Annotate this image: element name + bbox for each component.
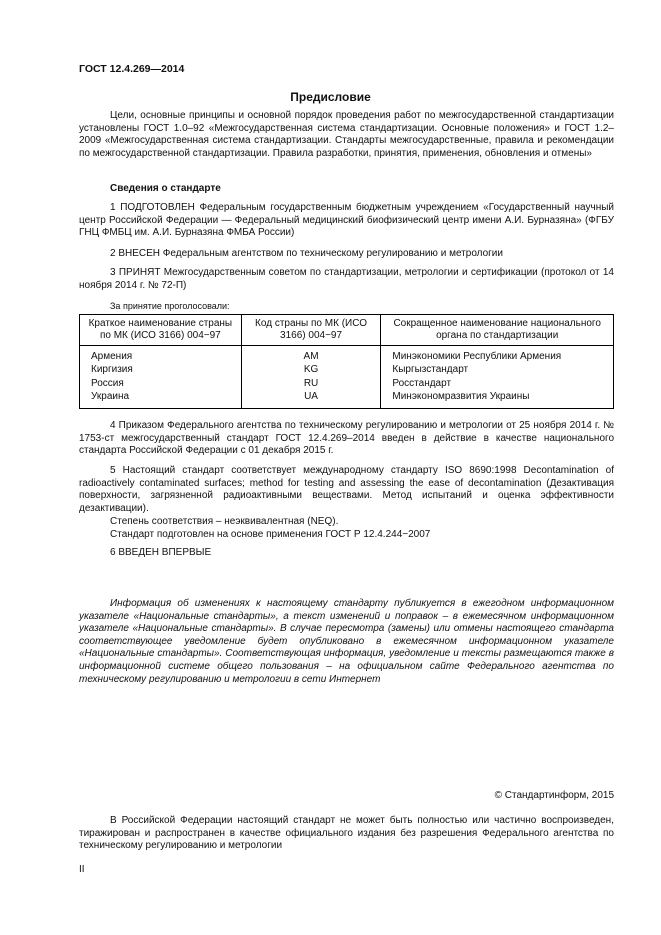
country-cell: Армения [91, 351, 133, 362]
voting-table-wrapper [79, 314, 614, 409]
column-header-country: Краткое наименование страны по МК (ИСО 3166) 004−97 [80, 315, 242, 346]
country-cell: Украина [91, 391, 130, 403]
column-header-code: Код страны по МК (ИСО 3166) 004−97 [241, 315, 381, 346]
body-cell: Минэкономразвития Украины [392, 391, 530, 403]
country-cell: Киргизия [91, 364, 133, 376]
item-6-introduced: 6 ВВЕДЕН ВПЕРВЫЕ [110, 547, 212, 558]
body-cell: Минэкономики Республики Армения [392, 351, 562, 362]
item-3-adopted: 3 ПРИНЯТ Межгосударственным советом по стандартизации, метрологии и сертификации (протокол от 14 ноября 2014 г. № 72-П) [79, 267, 614, 291]
item-2-submitted: 2 ВНЕСЕН Федеральным агентством по техническому регулированию и метрологии [110, 248, 503, 259]
code-column [241, 346, 381, 409]
page-title: Предисловие [290, 90, 371, 104]
code-cell: AM [303, 351, 319, 362]
degree-of-conformity: Степень соответствия – неэквивалентная (NEQ). [110, 516, 339, 527]
rights-notice: В Российской Федерации настоящий стандарт не может быть полностью или частично воспроизведен, тиражирован и распространен в качестве официального издания без разрешения Федерального агентства по техническому регулированию и метрологии [79, 815, 614, 852]
item-5-conformity: 5 Настоящий стандарт соответствует международному стандарту ISO 8690:1998 Decontamination of radioactively contaminated surfaces; method for testing and assessing the ease of decontamination (Дезактивация поверхности, загрязненной радиоактивными веществами. Метод испытаний и оценка эффективности дезактивации). [79, 465, 614, 514]
table-header-row [80, 315, 614, 346]
code-cell: KG [303, 364, 319, 376]
country-column [80, 346, 242, 409]
code-cell: UA [304, 391, 318, 403]
page-number: II [79, 864, 85, 875]
body-cell: Росстандарт [392, 377, 452, 389]
change-notice: Информация об изменениях к настоящему стандарту публикуется в ежегодном информационном указателе «Национальные стандарты», а текст изменений и поправок – в ежемесячном информационном указателе «Национальные стандарты». В случае пересмотра (замены) или отмены настоящего стандарта соответствующее уведомление будет опубликовано в ежемесячном информационном указателе «Национальные стандарты». Соответствующая информация, уведомление и тексты размещаются также в информационной системе общего пользования – на официальном сайте Федерального агентства по техническому регулированию и метрологии в сети Интернет [79, 598, 614, 685]
body-column [381, 346, 614, 409]
body-cell: Кыргызстандарт [392, 364, 469, 376]
code-cell: RU [303, 377, 319, 389]
standard-code-header: ГОСТ 12.4.269—2014 [79, 63, 185, 75]
column-header-body: Сокращенное наименование национального органа по стандартизации [381, 315, 614, 346]
item-4-order: 4 Приказом Федерального агентства по техническому регулированию и метрологии от 25 ноября 2014 г. № 1753-ст межгосударственный стандарт ГОСТ 12.4.269–2014 введен в действие в качестве национального стандарта Российской Федерации с 01 декабря 2015 г. [79, 420, 614, 457]
voting-table [79, 314, 614, 409]
item-1-prepared: 1 ПОДГОТОВЛЕН Федеральным государственным бюджетным учреждением «Государственный научный центр Российской Федерации — Федеральный медицинский биофизический центр имени А.И. Бурназяна» (ФГБУ ГНЦ ФМБЦ им. А.И. Бурназяна ФМБА России) [79, 202, 614, 239]
intro-paragraph: Цели, основные принципы и основной порядок проведения работ по межгосударственной стандартизации установлены ГОСТ 1.0–92 «Межгосударственная система стандартизации. Основные положения» и ГОСТ 1.2–2009 «Межгосударственная система стандартизации. Стандарты межгосударственные, правила и рекомендации по межгосударственной стандартизации. Правила разработки, принятия, применения, обновления и отмены» [79, 110, 614, 159]
voted-caption: За принятие проголосовали: [110, 301, 230, 311]
copyright: © Стандартинформ, 2015 [494, 790, 614, 801]
country-cell: Россия [91, 377, 124, 389]
prepared-basis: Стандарт подготовлен на основе применения ГОСТ Р 12.4.244−2007 [110, 529, 431, 540]
table-body-row [80, 346, 614, 409]
info-heading: Сведения о стандарте [110, 183, 221, 194]
